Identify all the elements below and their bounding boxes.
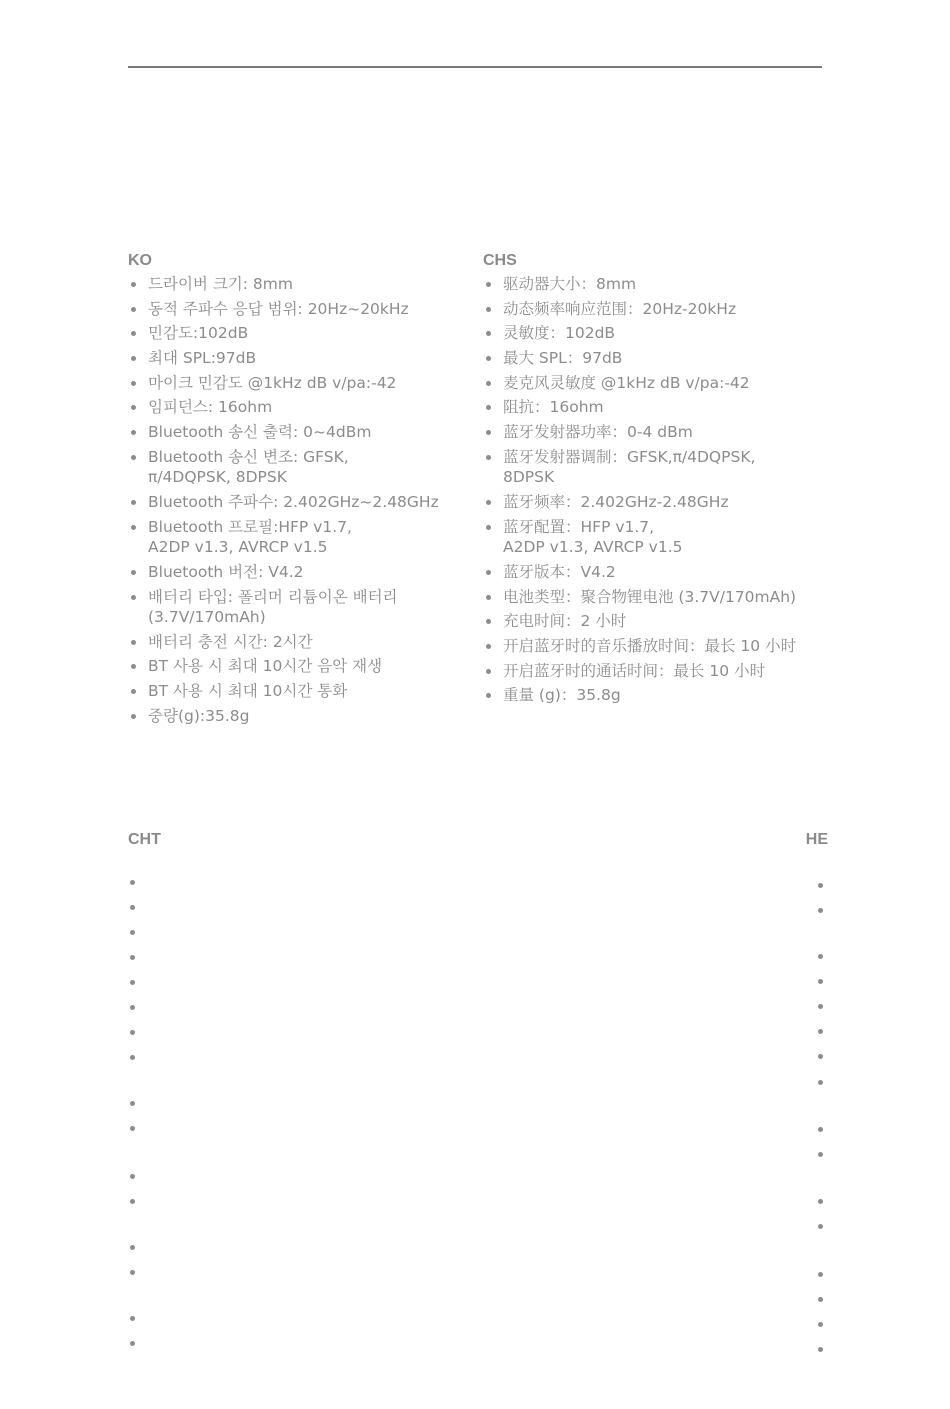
section-heading-he: HE <box>805 831 828 848</box>
bullet-dot <box>130 1199 135 1204</box>
bullet-dot <box>130 1316 135 1321</box>
bullet-dot <box>130 1245 135 1250</box>
spec-item: 민감도:102dB <box>128 323 468 344</box>
bullet-dot <box>818 1004 823 1009</box>
section-heading-ko: KO <box>128 252 152 269</box>
section-chs <box>483 252 828 710</box>
spec-item: Bluetooth 송신 출력: 0~4dBm <box>128 422 468 443</box>
top-divider <box>128 66 822 68</box>
spec-list-chs <box>483 274 828 706</box>
spec-item: 배터리 타입: 폴리머 리튬이온 배터리 (3.7V/170mAh) <box>128 587 468 628</box>
spec-item: BT 사용 시 최대 10시간 음악 재생 <box>128 656 468 677</box>
spec-item: 阻抗：16ohm <box>483 397 828 418</box>
spec-item: 최대 SPL:97dB <box>128 348 468 369</box>
bullet-dot <box>818 1127 823 1132</box>
spec-item: 동적 주파수 응답 범위: 20Hz~20kHz <box>128 299 468 320</box>
bullet-dot <box>818 1199 823 1204</box>
bullet-dot <box>818 1080 823 1085</box>
spec-item: 充电时间：2 小时 <box>483 611 828 632</box>
spec-item: 蓝牙发射器功率：0-4 dBm <box>483 422 828 443</box>
spec-item: 임피던스: 16ohm <box>128 397 468 418</box>
section-cht <box>128 831 188 853</box>
spec-item: 蓝牙配置：HFP v1.7, A2DP v1.3, AVRCP v1.5 <box>483 517 828 558</box>
spec-item: 蓝牙发射器调制：GFSK,π/4DQPSK, 8DPSK <box>483 447 828 488</box>
spec-item: 开启蓝牙时的音乐播放时间：最长 10 小时 <box>483 636 828 657</box>
bullet-dot <box>130 1101 135 1106</box>
spec-item: 动态频率响应范围：20Hz-20kHz <box>483 299 828 320</box>
spec-item: 蓝牙频率：2.402GHz-2.48GHz <box>483 492 828 513</box>
spec-item: 驱动器大小：8mm <box>483 274 828 295</box>
bullet-dot <box>130 1030 135 1035</box>
spec-item: 중량(g):35.8g <box>128 706 468 727</box>
spec-item: 麦克风灵敏度 @1kHz dB v/pa:-42 <box>483 373 828 394</box>
bullet-dot <box>130 955 135 960</box>
spec-list-ko <box>128 274 468 726</box>
bullet-dot <box>130 905 135 910</box>
spec-item: 最大 SPL：97dB <box>483 348 828 369</box>
section-heading-cht: CHT <box>128 831 161 848</box>
bullet-dot <box>818 1054 823 1059</box>
spec-item: 마이크 민감도 @1kHz dB v/pa:-42 <box>128 373 468 394</box>
spec-item: Bluetooth 버전: V4.2 <box>128 562 468 583</box>
section-ko <box>128 252 468 731</box>
bullet-dot <box>818 1297 823 1302</box>
bullet-dot <box>130 980 135 985</box>
bullet-dot <box>130 930 135 935</box>
bullet-dot <box>818 1347 823 1352</box>
spec-item: 배터리 충전 시간: 2시간 <box>128 632 468 653</box>
bullet-dot <box>818 979 823 984</box>
spec-item: 灵敏度：102dB <box>483 323 828 344</box>
bullet-dot <box>818 1272 823 1277</box>
spec-item: 드라이버 크기: 8mm <box>128 274 468 295</box>
bullet-dot <box>818 1224 823 1229</box>
bullet-dot <box>818 883 823 888</box>
spec-item: Bluetooth 송신 변조: GFSK, π/4DQPSK, 8DPSK <box>128 447 468 488</box>
bullet-dot <box>818 1322 823 1327</box>
bullet-dot <box>130 1341 135 1346</box>
bullet-dot <box>818 1152 823 1157</box>
section-he <box>780 831 828 853</box>
bullet-dot <box>130 880 135 885</box>
spec-item: 电池类型：聚合物锂电池 (3.7V/170mAh) <box>483 587 828 608</box>
spec-item: BT 사용 시 최대 10시간 통화 <box>128 681 468 702</box>
bullet-dot <box>818 954 823 959</box>
bullet-dot <box>130 1174 135 1179</box>
bullet-dot <box>130 1055 135 1060</box>
bullet-dot <box>818 1029 823 1034</box>
spec-item: 开启蓝牙时的通话时间：最长 10 小时 <box>483 661 828 682</box>
bullet-dot <box>130 1126 135 1131</box>
spec-item: Bluetooth 프로필:HFP v1.7, A2DP v1.3, AVRCP v1.5 <box>128 517 468 558</box>
spec-item: 蓝牙版本：V4.2 <box>483 562 828 583</box>
bullet-dot <box>130 1005 135 1010</box>
section-heading-chs: CHS <box>483 252 517 269</box>
spec-item: Bluetooth 주파수: 2.402GHz~2.48GHz <box>128 492 468 513</box>
bullet-dot <box>130 1270 135 1275</box>
spec-item: 重量 (g)：35.8g <box>483 685 828 706</box>
bullet-dot <box>818 908 823 913</box>
